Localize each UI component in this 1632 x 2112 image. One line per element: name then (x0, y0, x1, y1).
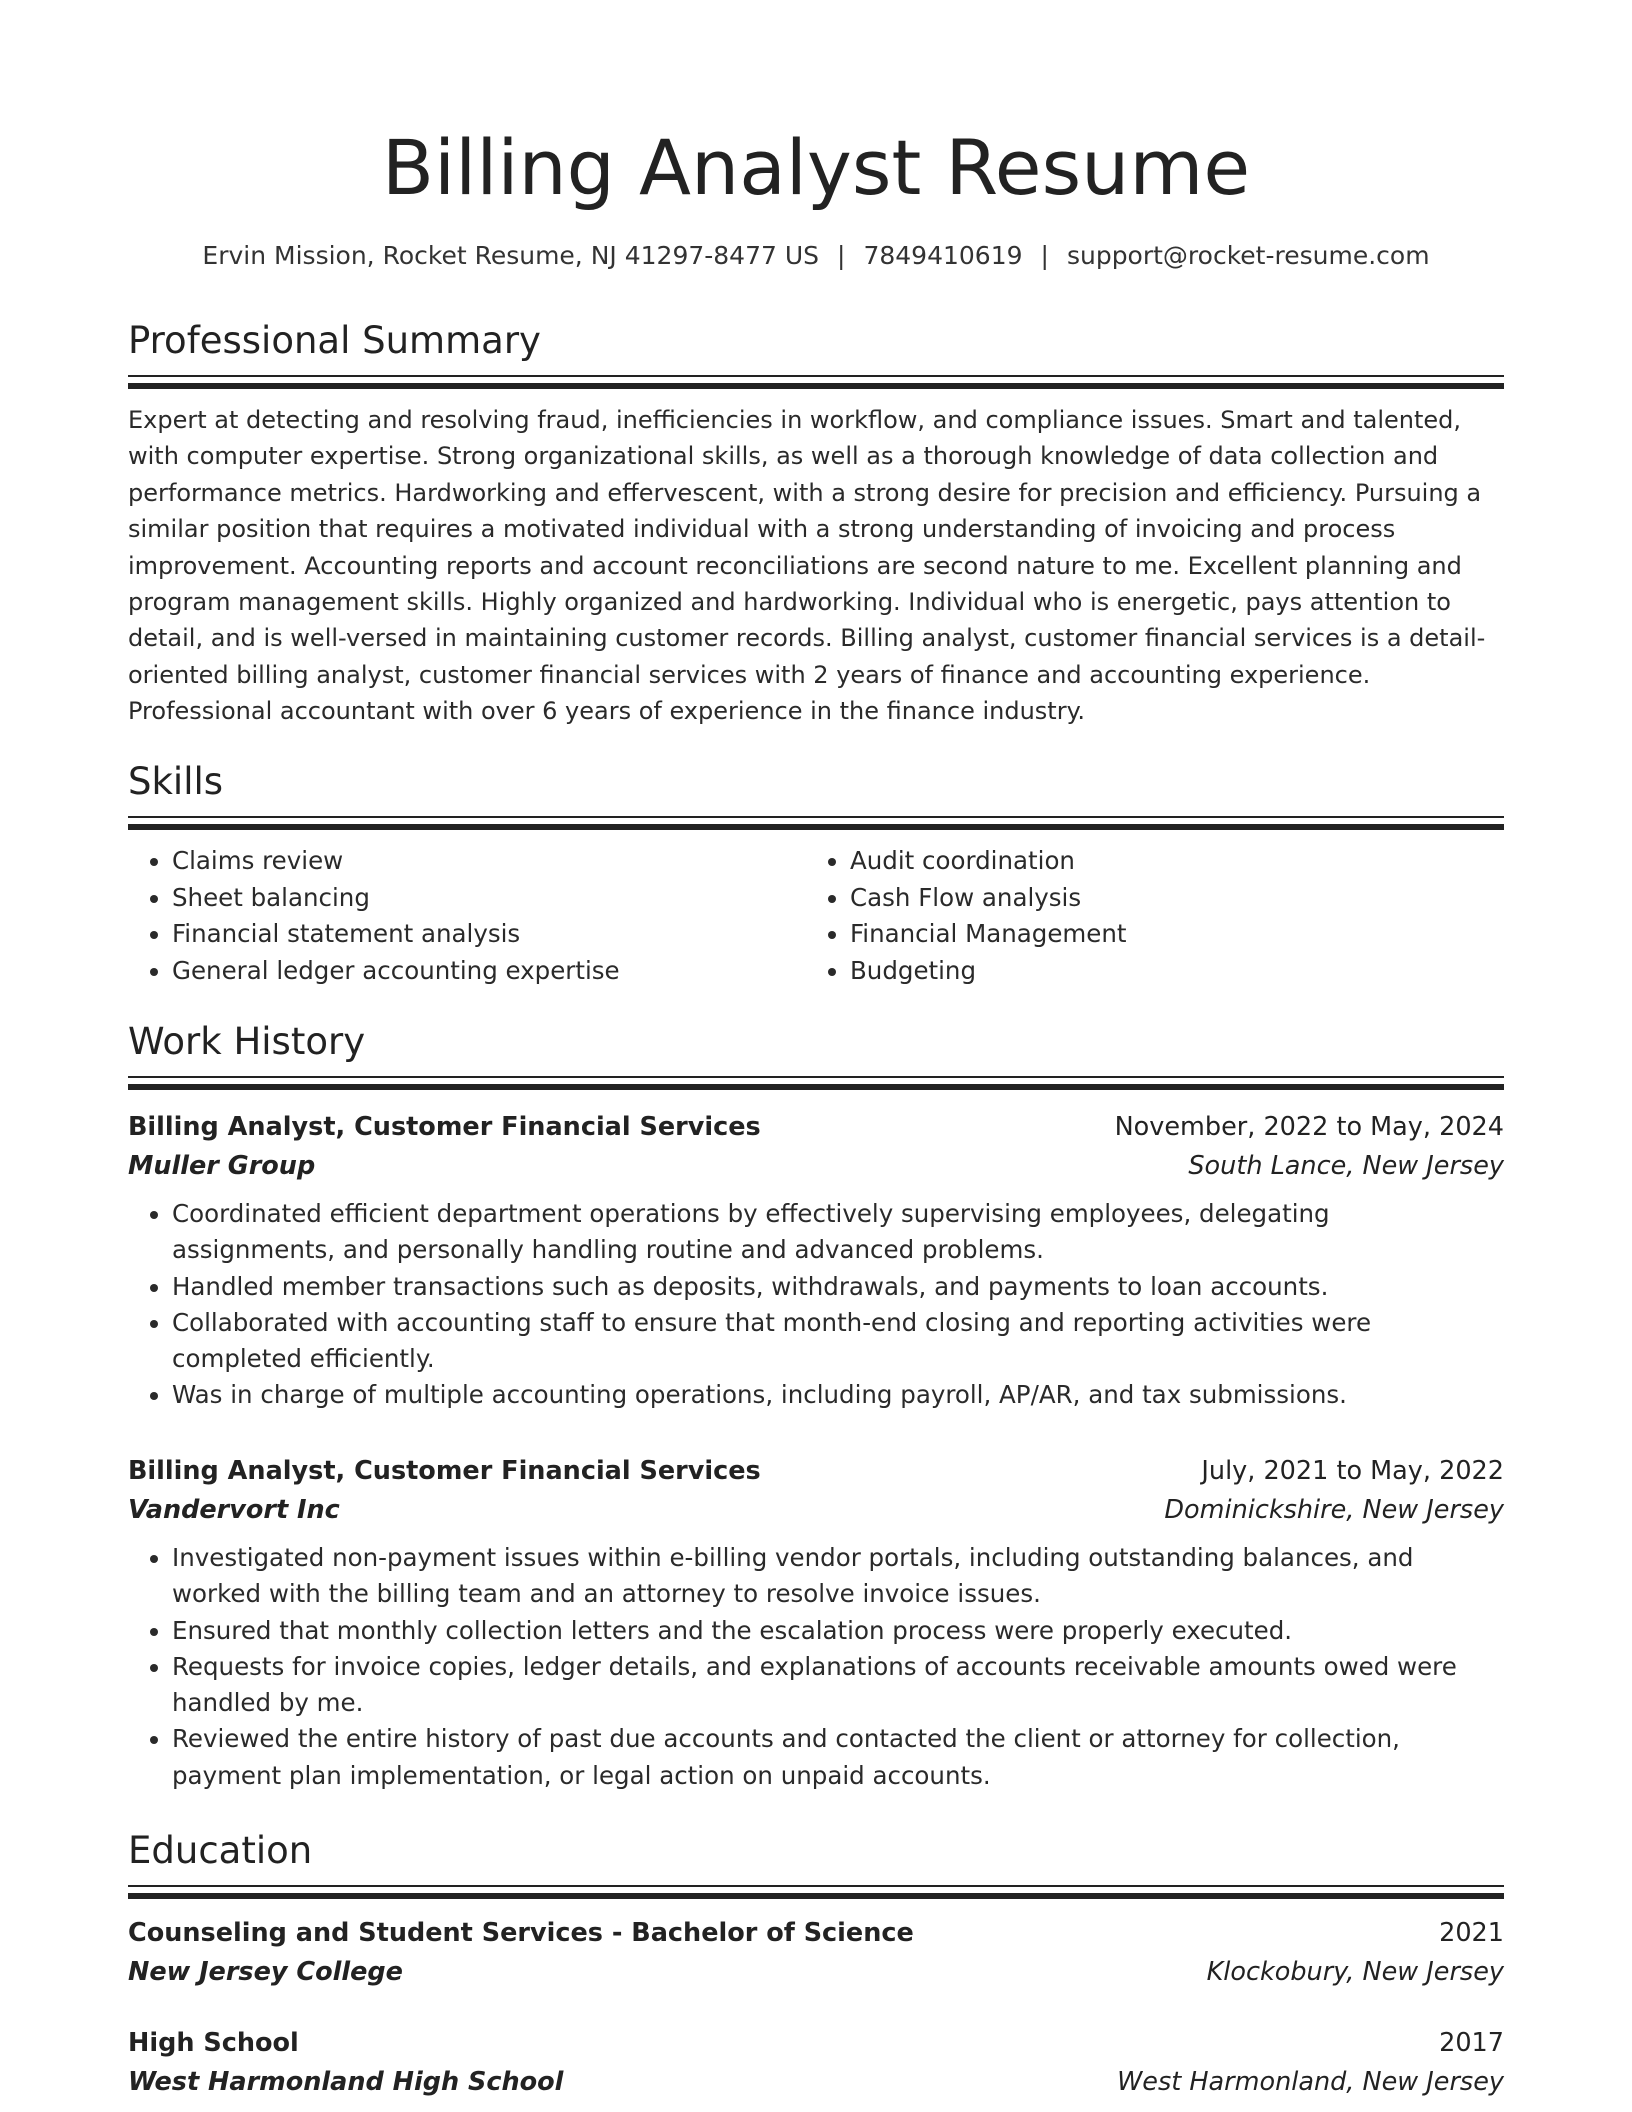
contact-line (128, 236, 1504, 276)
skill-item: • Sheet balancing (172, 880, 806, 917)
education-header (128, 2023, 1504, 2063)
skill-item: • General ledger accounting expertise (172, 953, 806, 990)
section-heading-work: Work History (128, 1020, 366, 1063)
job-bullet: • Handled member transactions such as deposits, withdrawals, and payments to loan accounts. (172, 1269, 1504, 1305)
education-entry (128, 2023, 1504, 2102)
job-bullets (128, 1540, 1504, 1794)
job-dates: July, 2021 to May, 2022 (1201, 1456, 1504, 1486)
work-section (128, 1018, 1504, 1091)
skills-list (128, 843, 1504, 989)
job-entry (128, 1107, 1504, 1414)
education-entry (128, 1913, 1504, 1992)
education-subheader (128, 1953, 1504, 1992)
section-heading-education: Education (128, 1829, 313, 1872)
section-divider (128, 816, 1504, 831)
education-section (128, 1827, 1504, 1900)
job-header (128, 1451, 1504, 1491)
resume-title: Billing Analyst Resume (381, 123, 1251, 212)
section-divider (128, 375, 1504, 390)
skills-column-left (128, 843, 806, 989)
education-location: Klockobury, New Jersey (1206, 1957, 1504, 1987)
job-subheader (128, 1147, 1504, 1186)
skills-section (128, 758, 1504, 989)
job-bullet: • Ensured that monthly collection letters and the escalation process were properly executed. (172, 1613, 1504, 1649)
education-degree: Counseling and Student Services - Bachelor of Science (128, 1918, 914, 1948)
job-entry (128, 1451, 1504, 1794)
contact-phone: 7849410619 (863, 241, 1023, 270)
job-location: South Lance, New Jersey (1188, 1151, 1504, 1181)
skill-item: • Cash Flow analysis (850, 880, 1484, 917)
section-heading-skills: Skills (128, 760, 224, 803)
job-location: Dominickshire, New Jersey (1164, 1495, 1504, 1525)
education-year: 2021 (1439, 1918, 1504, 1948)
job-bullet: • Requests for invoice copies, ledger details, and explanations of accounts receivable amounts owed were handled by me. (172, 1649, 1504, 1722)
job-company: Muller Group (128, 1151, 316, 1181)
section-divider (128, 1076, 1504, 1091)
education-school: West Harmonland High School (128, 2067, 564, 2097)
job-subheader (128, 1491, 1504, 1530)
section-divider (128, 1885, 1504, 1900)
education-year: 2017 (1439, 2028, 1504, 2058)
job-company: Vandervort Inc (128, 1495, 340, 1525)
education-subheader (128, 2063, 1504, 2102)
summary-text: Expert at detecting and resolving fraud, inefficiencies in workflow, and compliance issues. Smart and talented, with computer expertise. Strong organizational skills, as well as a thorough knowledge of data collection and performance metrics. Hardworking and effervescent, with a strong desire for precision and efficiency. Pursuing a similar position that requires a motivated individual with a strong understanding of invoicing and process improvement. Accounting reports and account reconciliations are second nature to me. Excellent planning and program management skills. Highly organized and hardworking. Individual who is energetic, pays attention to detail, and is well-versed in maintaining customer records. Billing analyst, customer financial services is a detail-oriented billing analyst, customer financial services with 2 years of finance and accounting experience. Professional accountant with over 6 years of experience in the finance industry. (128, 406, 1486, 726)
skills-column-right (806, 843, 1484, 989)
summary-section (128, 317, 1504, 730)
job-bullet: • Was in charge of multiple accounting operations, including payroll, AP/AR, and tax submissions. (172, 1377, 1504, 1413)
education-degree: High School (128, 2028, 299, 2058)
job-bullets (128, 1196, 1504, 1414)
education-header (128, 1913, 1504, 1953)
job-bullet: • Coordinated efficient department operations by effectively supervising employees, delegating assignments, and personally handling routine and advanced problems. (172, 1196, 1504, 1269)
job-bullet: • Reviewed the entire history of past due accounts and contacted the client or attorney for collection, payment plan implementation, or legal action on unpaid accounts. (172, 1721, 1504, 1794)
skill-item: • Audit coordination (850, 843, 1484, 880)
job-bullet: • Investigated non-payment issues within e-billing vendor portals, including outstanding balances, and worked with the billing team and an attorney to resolve invoice issues. (172, 1540, 1504, 1613)
skill-item: • Financial statement analysis (172, 916, 806, 953)
skill-item: • Financial Management (850, 916, 1484, 953)
job-dates: November, 2022 to May, 2024 (1114, 1112, 1504, 1142)
skill-item: • Claims review (172, 843, 806, 880)
contact-separator: | (837, 241, 846, 270)
education-location: West Harmonland, New Jersey (1117, 2067, 1504, 2097)
job-title: Billing Analyst, Customer Financial Services (128, 1112, 761, 1142)
contact-email: support@rocket-resume.com (1066, 241, 1430, 270)
job-bullet: • Collaborated with accounting staff to ensure that month-end closing and reporting activities were completed efficiently. (172, 1305, 1504, 1378)
education-school: New Jersey College (128, 1957, 403, 1987)
contact-address: Ervin Mission, Rocket Resume, NJ 41297-8477 US (202, 241, 820, 270)
job-title: Billing Analyst, Customer Financial Services (128, 1456, 761, 1486)
section-heading-summary: Professional Summary (128, 319, 541, 362)
skill-item: • Budgeting (850, 953, 1484, 990)
job-header (128, 1107, 1504, 1147)
contact-separator: | (1040, 241, 1049, 270)
